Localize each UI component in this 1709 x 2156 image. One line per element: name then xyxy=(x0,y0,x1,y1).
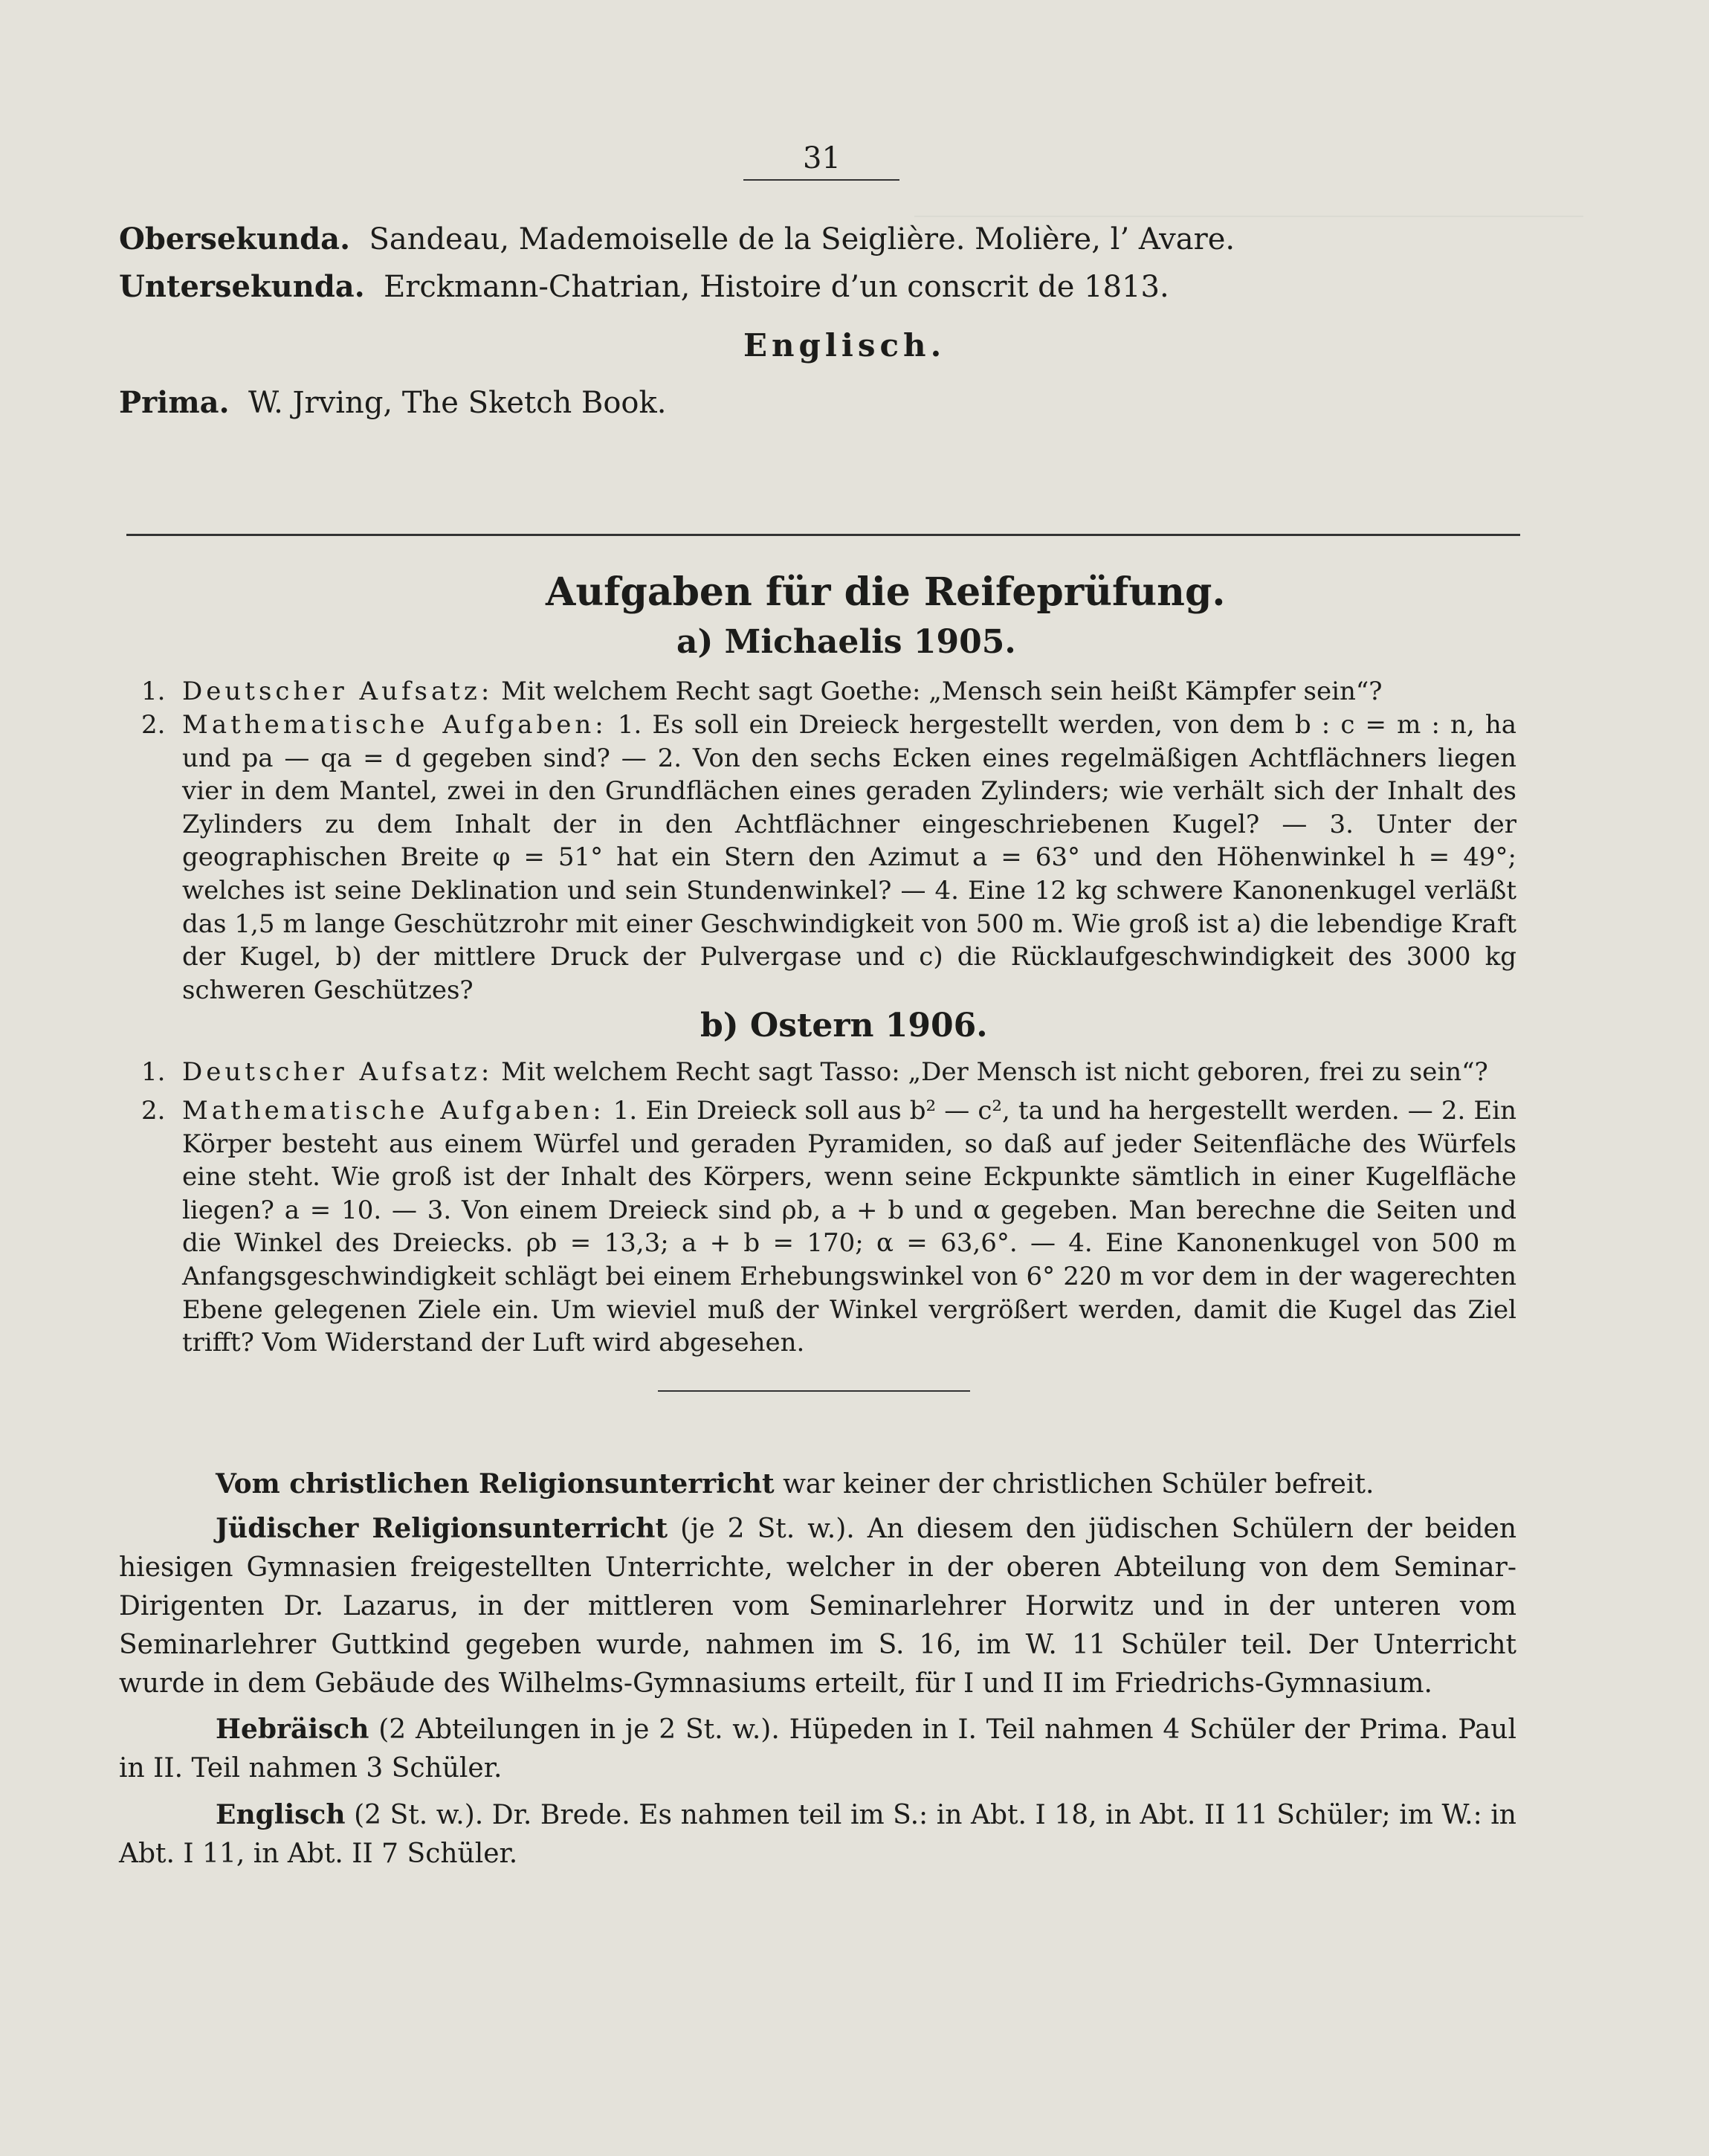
french-label-obersekunda: Obersekunda. xyxy=(119,222,350,256)
paragraph-text: (2 St. w.). Dr. Brede. Es nahmen teil im S.: in Abt. I 18, in Abt. II 11 Schüler; im W.: in Abt. I 11, in Abt. II 7 Schüler. xyxy=(119,1800,1516,1869)
item-label: Deutscher Aufsatz: xyxy=(182,677,494,706)
section-title: Aufgaben für die Reifeprüfung. xyxy=(546,569,1226,615)
item-number: 1. xyxy=(141,677,166,706)
section-divider-top xyxy=(126,534,1520,536)
paragraph-head: Jüdischer Religionsunterricht xyxy=(216,1513,668,1544)
page-number-rule xyxy=(743,179,899,181)
english-label-prima: Prima. xyxy=(119,385,230,420)
ostern-item-2 xyxy=(141,1094,1516,1360)
item-text: 1. Ein Dreieck soll aus b² — c², ta und ha hergestellt werden. — 2. Ein Körper besteht aus einem Würfel und geraden Pyramiden, so daß auf jeder Seitenfläche des Würfels eine steht. Wie groß ist der Inhalt des Körpers, wenn seine Eckpunkte sämtlich in einer Kugelfläche liegen? a = 10. — 3. Von einem Dreieck sind ρb, a + b und α gegeben. Man berechne die Seiten und die Winkel des Dreiecks. ρb = 13,3; a + b = 170; α = 63,6°. — 4. Eine Kanonenkugel von 500 m Anfangsgeschwindigkeit schlägt bei einem Erhebungswinkel von 6° 220 m vor dem in der wagerechten Ebene gelegenen Ziele ein. Um wieviel muß der Winkel vergrößert werden, damit die Kugel das Ziel trifft? Vom Widerstand der Luft wird abgesehen. xyxy=(182,1096,1516,1358)
french-text-untersekunda: Erckmann-Chatrian, Histoire d’un conscrit de 1813. xyxy=(384,270,1169,304)
item-text: Mit welchem Recht sagt Tasso: „Der Mensch ist nicht geboren, frei zu sein“? xyxy=(493,1057,1488,1087)
french-label-untersekunda: Untersekunda. xyxy=(119,269,365,304)
paragraph-head: Englisch xyxy=(216,1799,346,1830)
item-label: Mathematische Aufgaben: xyxy=(182,1096,605,1126)
section-divider-bottom xyxy=(658,1390,970,1392)
michaelis-title: a) Michaelis 1905. xyxy=(676,623,1016,661)
paragraph-text: (je 2 St. w.). An diesem den jüdischen Schülern der beiden hiesigen Gymnasien freigestellten Unterrichte, welcher in der oberen Abteilung von dem Seminar-Dirigenten Dr. Lazarus, in der mittleren vom Seminarlehrer Horwitz und in der unteren vom Seminarlehrer Guttkind gegeben wurde, nahmen im S. 16, im W. 11 Schüler teil. Der Unterricht wurde in dem Gebäude des Wilhelms-Gymnasiums erteilt, für I und II im Friedrichs-Gymnasium. xyxy=(119,1514,1517,1699)
item-text: 1. Es soll ein Dreieck hergestellt werden, von dem b : c = m : n, ha und pa — qa = d gegeben sind? — 2. Von den sechs Ecken eines regelmäßigen Achtflächners liegen vier in dem Mantel, zwei in den Grundflächen eines geraden Zylinders; wie verhält sich der Inhalt des Zylinders zu dem Inhalt der in den Achtflächner eingeschriebenen Kugel? — 3. Unter der geographischen Breite φ = 51° hat ein Stern den Azimut a = 63° und den Höhenwinkel h = 49°; welches ist seine Deklination und sein Stundenwinkel? — 4. Eine 12 kg schwere Kanonenkugel verläßt das 1,5 m lange Geschützrohr mit einer Geschwindigkeit von 500 m. Wie groß ist a) die lebendige Kraft der Kugel, b) der mittlere Druck der Pulvergase und c) die Rücklaufgeschwindigkeit des 3000 kg schweren Geschützes? xyxy=(182,710,1516,1005)
english-text-prima: W. Jrving, The Sketch Book. xyxy=(248,386,667,420)
item-label: Mathematische Aufgaben: xyxy=(182,710,607,740)
ostern-title: b) Ostern 1906. xyxy=(700,1007,988,1045)
paragraph-text: (2 Abteilungen in je 2 St. w.). Hüpeden in I. Teil nahmen 4 Schüler der Prima. Paul in II. Teil nahmen 3 Schüler. xyxy=(119,1714,1516,1784)
hebraeisch-paragraph xyxy=(119,1710,1516,1788)
item-text: Mit welchem Recht sagt Goethe: „Mensch sein heißt Kämpfer sein“? xyxy=(493,677,1383,706)
paragraph-head: Hebräisch xyxy=(216,1714,369,1745)
englisch-course-paragraph xyxy=(119,1795,1516,1873)
item-number: 2. xyxy=(141,710,166,740)
michaelis-item-1 xyxy=(141,675,1516,709)
item-label: Deutscher Aufsatz: xyxy=(182,1057,494,1087)
french-text-obersekunda: Sandeau, Mademoiselle de la Seiglière. Molière, l’ Avare. xyxy=(369,222,1235,256)
english-row-prima xyxy=(119,385,666,420)
ostern-item-1 xyxy=(141,1056,1516,1089)
french-row-obersekunda xyxy=(119,222,1235,256)
michaelis-item-2 xyxy=(141,709,1516,1007)
page-number: 31 xyxy=(803,141,841,175)
juedisch-paragraph xyxy=(119,1509,1516,1703)
paragraph-head: Vom christlichen Religionsunterricht xyxy=(216,1468,775,1500)
paragraph-text: war keiner der christlichen Schüler befreit. xyxy=(774,1469,1374,1500)
item-number: 2. xyxy=(141,1096,166,1126)
englisch-heading: Englisch. xyxy=(743,327,946,364)
religion-paragraph xyxy=(216,1465,1524,1504)
french-row-untersekunda xyxy=(119,269,1169,304)
item-number: 1. xyxy=(141,1057,166,1087)
